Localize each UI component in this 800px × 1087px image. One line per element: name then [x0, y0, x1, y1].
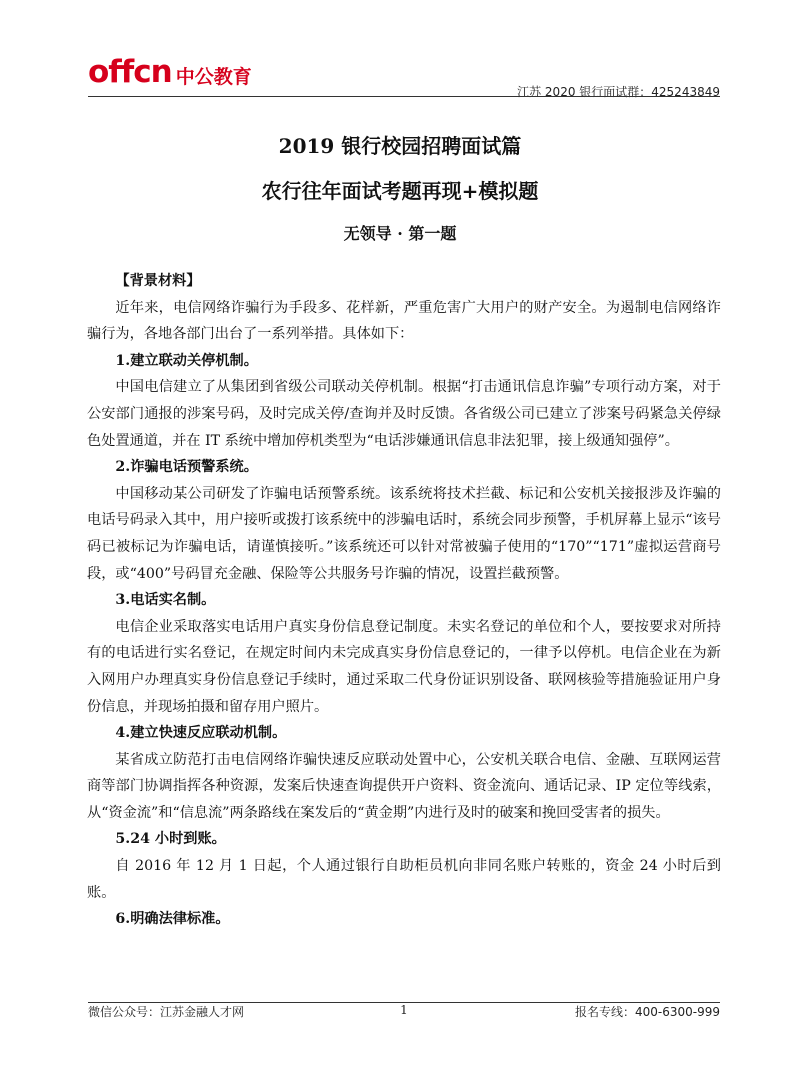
- item-heading-3: 3.电话实名制。: [115, 592, 216, 609]
- document-body: [87, 268, 721, 933]
- hotline: 报名专线：400-6300-999: [574, 1005, 720, 1019]
- page-footer: [88, 1002, 720, 1027]
- logo-chinese-name: 中公教育: [175, 66, 252, 88]
- offcn-logo: [88, 46, 252, 90]
- header-divider: [88, 96, 720, 97]
- group-info: 江苏 2020 银行面试群：425243849: [517, 85, 720, 99]
- page-header: [88, 46, 720, 99]
- logo-wordmark: offcn: [88, 54, 172, 90]
- item-heading-5: 5.24 小时到账。: [115, 831, 226, 848]
- item-heading-1: 1.建立联动关停机制。: [115, 352, 258, 369]
- item-heading-6: 6.明确法律标准。: [115, 911, 230, 928]
- background-label: 【背景材料】: [115, 273, 201, 289]
- item-paragraph-3: 电信企业采取落实电话用户真实身份信息登记制度。未实名登记的单位和个人，要按要求对所持有的电话进行实名登记，在规定时间内未完成真实身份信息登记的，一律予以停机。电信企业在为新入网用户办理真实身份信息登记手续时，通过采取二代身份证识别设备、联网核验等措施验证用户身份信息，并现场拍摄和留存用户照片。: [87, 618, 721, 715]
- wechat-account: 微信公众号：江苏金融人才网: [88, 1005, 245, 1019]
- intro-paragraph: 近年来，电信网络诈骗行为手段多、花样新，严重危害广大用户的财产安全。为遏制电信网络诈骗行为，各地各部门出台了一系列举措。具体如下：: [87, 299, 721, 343]
- item-paragraph-2: 中国移动某公司研发了诈骗电话预警系统。该系统将技术拦截、标记和公安机关接报涉及诈骗的电话号码录入其中，用户接听或拨打该系统中的涉骗电话时，系统会同步预警，手机屏幕上显示“该号码已被标记为诈骗电话，请谨慎接听。”该系统还可以针对常被骗子使用的“170”“171”虚拟运营商号段，或“400”号码冒充金融、保险等公共服务号诈骗的情况，设置拦截预警。: [87, 485, 721, 582]
- main-title: 2019 银行校园招聘面试篇: [278, 134, 522, 158]
- item-heading-2: 2.诈骗电话预警系统。: [115, 459, 258, 476]
- item-paragraph-1: 中国电信建立了从集团到省级公司联动关停机制。根据“打击通讯信息诈骗”专项行动方案，对于公安部门通报的涉案号码，及时完成关停/查询并及时反馈。各省级公司已建立了涉案号码紧急关停绿色处置通道，并在 IT 系统中增加停机类型为“电话涉嫌通讯信息非法犯罪，接上级通知强停”。: [87, 379, 721, 449]
- page-number: 1: [400, 1003, 408, 1017]
- section-title: 无领导 · 第一题: [343, 224, 457, 243]
- item-paragraph-4: 某省成立防范打击电信网络诈骗快速反应联动处置中心，公安机关联合电信、金融、互联网运营商等部门协调指挥各种资源，发案后快速查询提供开户资料、资金流向、通话记录、IP 定位等线索，从“资金流”和“信息流”两条路线在案发后的“黄金期”内进行及时的破案和挽回受害者的损失。: [87, 751, 721, 821]
- sub-title: 农行往年面试考题再现+模拟题: [261, 179, 539, 203]
- item-paragraph-5: 自 2016 年 12 月 1 日起，个人通过银行自助柜员机向非同名账户转账的，资金 24 小时后到账。: [87, 858, 721, 901]
- item-heading-4: 4.建立快速反应联动机制。: [115, 725, 287, 742]
